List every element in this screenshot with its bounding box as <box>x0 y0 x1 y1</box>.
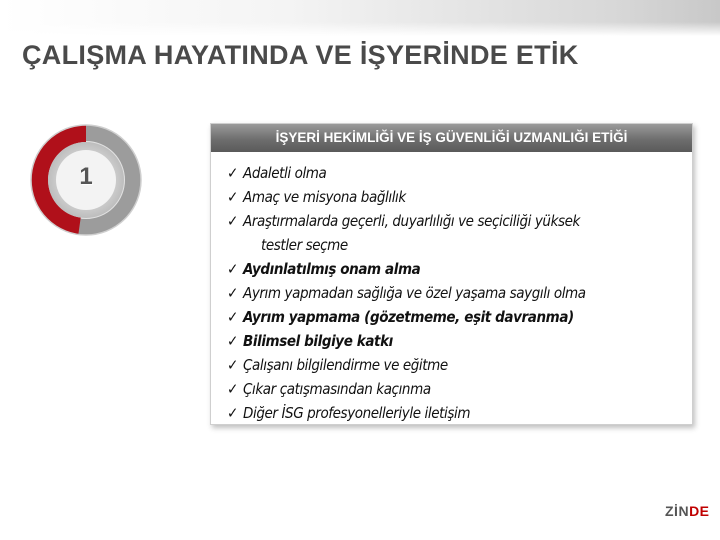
panel-header: İŞYERİ HEKİMLİĞİ VE İŞ GÜVENLİĞİ UZMANLIĞI ETİĞİ <box>211 124 692 152</box>
brand-logo-part1: ZİN <box>665 503 690 519</box>
check-icon: ✓ <box>227 404 239 422</box>
check-icon: ✓ <box>227 380 239 398</box>
checklist-item-text: Ayrım yapmadan sağlığa ve özel yaşama saygılı olma <box>243 284 586 302</box>
checklist-item-text: Çalışanı bilgilendirme ve eğitme <box>243 356 448 374</box>
checklist-item <box>227 209 692 233</box>
checklist-item-text: Amaç ve misyona bağlılık <box>243 188 406 206</box>
check-icon: ✓ <box>227 212 239 230</box>
checklist-item-text: testler seçme <box>261 236 348 254</box>
brand-logo <box>665 503 710 519</box>
checklist-item-text: Diğer İSG profesyonelleriyle iletişim <box>243 404 471 422</box>
checklist-item-text: Araştırmalarda geçerli, duyarlılığı ve seçiciliği yüksek <box>243 212 580 230</box>
check-icon: ✓ <box>227 260 239 278</box>
checklist-item-text: Ayrım yapmama (gözetmeme, eşit davranma) <box>243 308 574 326</box>
slide-title: ÇALIŞMA HAYATINDA VE İŞYERİNDE ETİK <box>22 40 579 70</box>
check-icon: ✓ <box>227 284 239 302</box>
checklist-item-text: Çıkar çatışmasından kaçınma <box>243 380 431 398</box>
ethics-panel <box>210 123 693 425</box>
checklist-item <box>227 161 692 185</box>
checklist-item <box>227 185 692 209</box>
check-icon: ✓ <box>227 356 239 374</box>
checklist-item-text: Adaletli olma <box>243 164 327 182</box>
check-icon: ✓ <box>227 332 239 350</box>
brand-logo-part2: DE <box>689 503 710 519</box>
header-gradient-band <box>0 0 720 36</box>
checklist-item <box>227 257 692 281</box>
checklist-item <box>227 281 692 305</box>
checklist-item <box>227 233 692 257</box>
checklist-item-text: Aydınlatılmış onam alma <box>243 260 421 278</box>
progress-ring <box>26 120 146 240</box>
check-icon: ✓ <box>227 188 239 206</box>
check-icon: ✓ <box>227 164 239 182</box>
checklist-item <box>227 377 692 401</box>
checklist-item <box>227 353 692 377</box>
ethics-checklist <box>211 152 692 425</box>
check-icon: ✓ <box>227 308 239 326</box>
checklist-item <box>227 305 692 329</box>
checklist-item <box>227 401 692 425</box>
checklist-item-text: Bilimsel bilgiye katkı <box>243 332 393 350</box>
checklist-item <box>227 329 692 353</box>
step-number: 1 <box>79 163 93 190</box>
